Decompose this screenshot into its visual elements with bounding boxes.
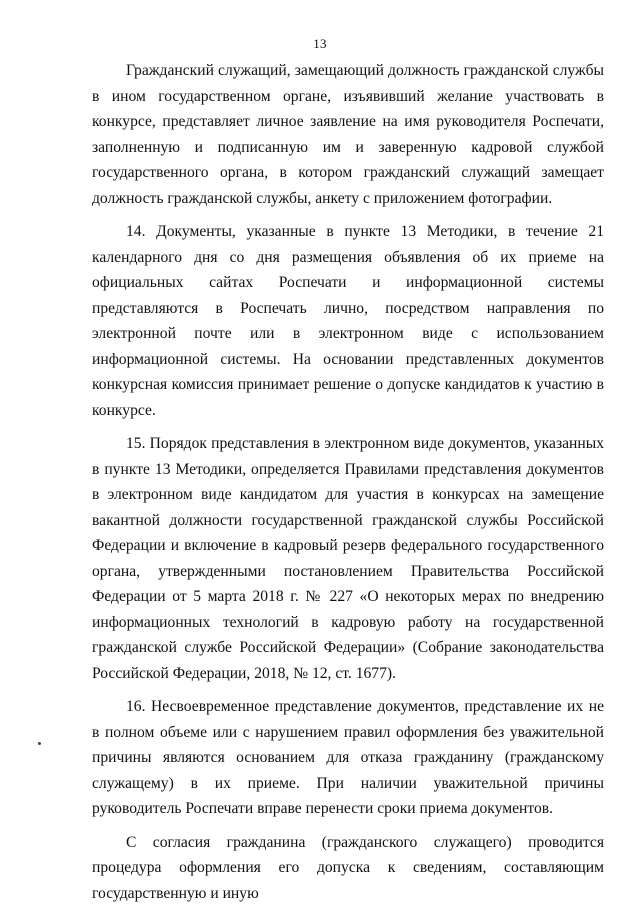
paragraph-item-16: 16. Несвоевременное представление документов, представление их не в полном объеме или с нарушением правил оформления без уважительной причины являются основанием для отказа гражданину (гражданскому служащему) в их приеме. При наличии уважительной причины руководитель Роспечати вправе перенести сроки приема документов. [92, 698, 604, 817]
document-body [92, 58, 604, 914]
paragraph-consent: С согласия гражданина (гражданского служащего) проводится процедура оформления его допуска к сведениям, составляющим государственную и иную [92, 833, 604, 902]
paragraph-candidate-application: Гражданский служащий, замещающий должность гражданской службы в ином государственном органе, изъявивший желание участвовать в конкурсе, представляет личное заявление на имя руководителя Роспечати, заполненную и подписанную им и заверенную кадровой службой государственного органа, в котором гражданский служащий замещает должность гражданской службы, анкету с приложением фотографии. [92, 62, 604, 207]
paragraph-item-15: 15. Порядок представления в электронном виде документов, указанных в пункте 13 Методики, определяется Правилами представления документов в электронном виде кандидатом для участия в конкурсах на замещение вакантной должности государственной гражданской службы Российской Федерации и включение в кадровый резерв федерального государственного органа, утвержденными постановлением Правительства Российской Федерации от 5 марта 2018 г. № 227 «О некоторых мерах по внедрению информационных технологий в кадровую работу на государственной гражданской службе Российской Федерации» (Собрание законодательства Российской Федерации, 2018, № 12, ст. 1677). [92, 435, 604, 682]
margin-mark [38, 742, 41, 745]
page-number: 13 [313, 36, 327, 51]
paragraph-item-14: 14. Документы, указанные в пункте 13 Методики, в течение 21 календарного дня со дня размещения объявления об их приеме на официальных сайтах Роспечати и информационной системы представляются в Роспечать лично, посредством направления по электронной почте или в электронном виде с использованием информационной системы. На основании представленных документов конкурсная комиссия принимает решение о допуске кандидатов к участию в конкурсе. [92, 223, 604, 419]
